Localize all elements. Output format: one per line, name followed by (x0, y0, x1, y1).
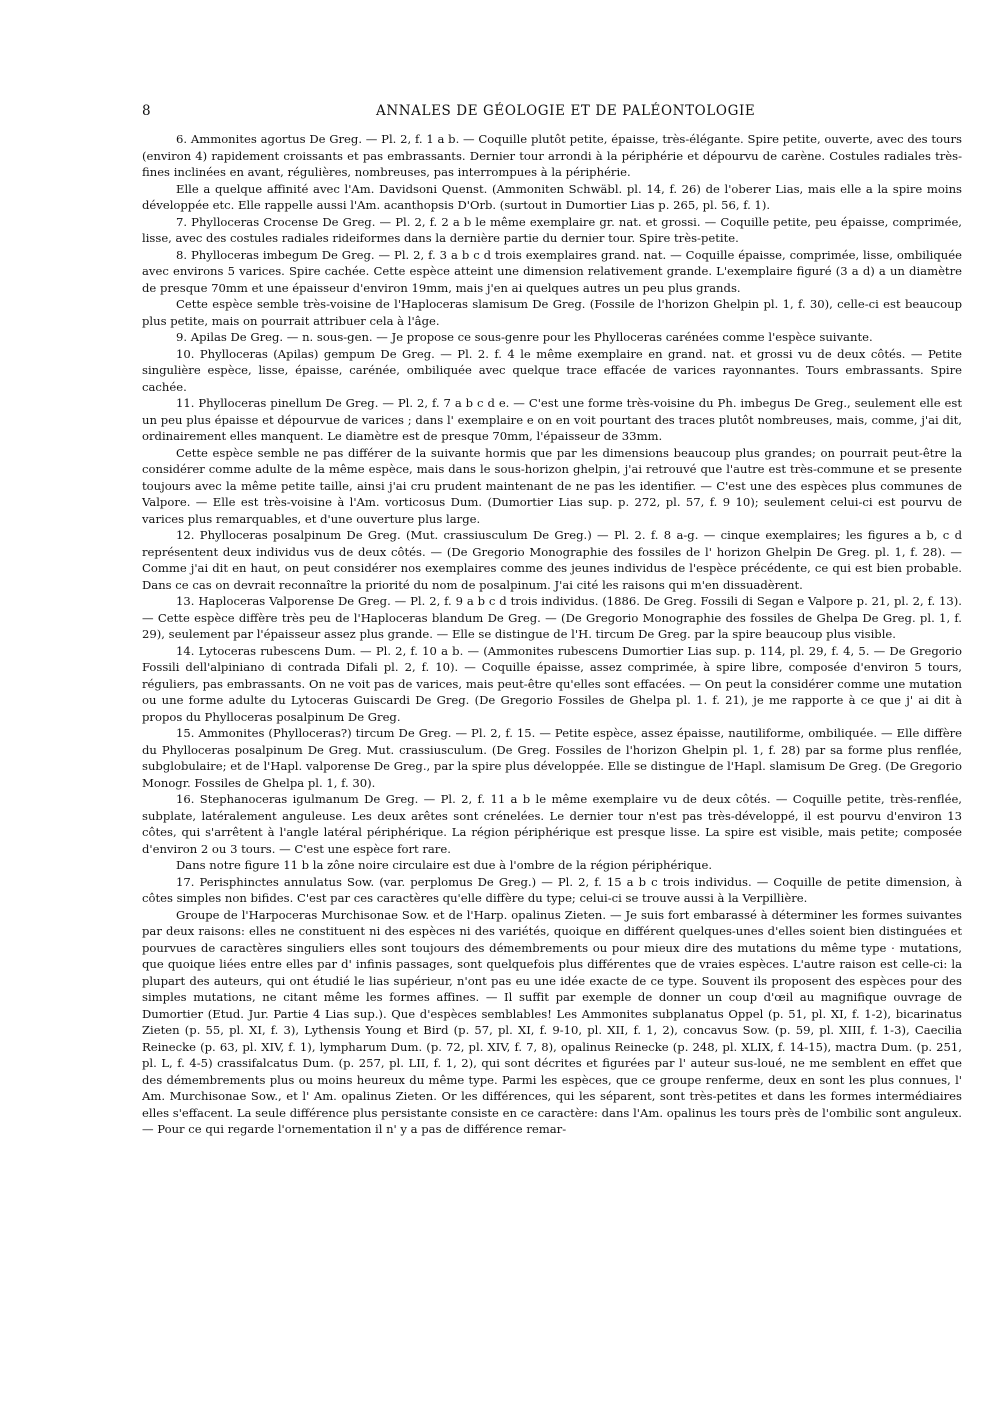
page-number: 8 (142, 103, 152, 119)
paragraph-species-6: 6. Ammonites agortus De Greg. — Pl. 2, f. 1 a b. — Coquille plutôt petite, épaisse, très-élégante. Spire petite, ouverte, avec des tours (environ 4) rapidement croissants et pas embrassants. Dernier tour arrondi à la périphérie et dépourvu de carène. Costules radiales très-fines inclinées en avant, régulières, nombreuses, pas interrompues à la périphérie. (142, 132, 962, 179)
paragraph-species-16-note: Dans notre figure 11 b la zône noire circulaire est due à l'ombre de la région périphérique. (176, 858, 713, 872)
paragraph-species-11: 11. Phylloceras pinellum De Greg. — Pl. 2, f. 7 a b c d e. — C'est une forme très-voisine du Ph. imbegus De Greg., seulement elle est un peu plus épaisse et dépourvue de varices ; dans l' exemplaire e on en voit pourtant des traces plutôt nombreuses, mais, comme, j'ai dit, ordinairement elles manquent. Le diamètre est de presque 70mm, l'épaisseur de 33mm. (142, 396, 962, 443)
paragraph-species-15: 15. Ammonites (Phylloceras?) tircum De Greg. — Pl. 2, f. 15. — Petite espèce, assez épaisse, nautiliforme, ombiliquée. — Elle diffère du Phylloceras posalpinum De Greg. Mut. crassiusculum. (De Greg. Fossiles de l'horizon Ghelpin pl. 1, f. 28) par sa forme plus renflée, subglobulaire; et de l'Hapl. valporense De Greg., par la spire plus développée. Elle se distingue de l'Hapl. slamisum De Greg. (De Gregorio Monogr. Fossiles de Ghelpa pl. 1, f. 30). (142, 726, 962, 790)
paragraph-species-12: 12. Phylloceras posalpinum De Greg. (Mut. crassiusculum De Greg.) — Pl. 2. f. 8 a-g. — cinque exemplaires; les figures a b, c d représentent deux individus vus de deux côtés. — (De Gregorio Monographie des fossiles de l' horizon Ghelpin De Greg. pl. 1, f. 28). — Comme j'ai dit en haut, on peut considérer nos exemplaires comme des jeunes individus de l'espèce précédente, ce qui est bien probable. Dans ce cas on devrait reconnaître la priorité du nom de posalpinum. J'ai cité les raisons qui m'en dissuadèrent. (142, 528, 962, 592)
paragraph-species-7: 7. Phylloceras Crocense De Greg. — Pl. 2, f. 2 a b le même exemplaire gr. nat. et grossi. — Coquille petite, peu épaisse, comprimée, lisse, avec des costules radiales rideiformes dans la dernière partie du dernier tour. Spire très-petite. (142, 214, 962, 245)
paragraph-species-17: 17. Perisphinctes annulatus Sow. (var. perplomus De Greg.) — Pl. 2, f. 15 a b c trois individus. — Coquille de petite dimension, à côtes simples non bifides. C'est par ces caractères qu'elle diffère du type; celui-ci se trouve aussi à la Verpillière. (142, 874, 962, 905)
paragraph-species-6-note: Elle a quelque affinité avec l'Am. Davidsoni Quenst. (Ammoniten Schwäbl. pl. 14, f. 26) de l'oberer Lias, mais elle a la spire moins développée etc. Elle rappelle aussi l'Am. acanthopsis D'Orb. (surtout in Dumortier Lias p. 265, pl. 56, f. 1). (142, 181, 962, 212)
body-text (142, 131, 962, 1138)
paragraph-harpoceras-group: Groupe de l'Harpoceras Murchisonae Sow. et de l'Harp. opalinus Zieten. — Je suis fort embarassé à déterminer les formes suivantes par deux raisons: elles ne constituent ni des espèces ni des variétés, quoique en différent quelques-unes d'elles soient bien distinguées et pourvues de caractères singuliers elles sont toujours des démembrements ou pour mieux dire des mutations du même type · mutations, que quoique liées entre elles par d' infinis passages, sont quelquefois plus différentes que de vraies espèces. L'autre raison est celle-ci: la plupart des auteurs, qui ont étudié le lias supérieur, n'ont pas eu une idée exacte de ce type. Souvent ils proposent des espèces pour des simples mutations, ne citant même les formes affines. — Il suffit par exemple de donner un coup d'œil au magnifique ouvrage de Dumortier (Etud. Jur. Partie 4 Lias sup.). Que d'espèces semblables! Les Ammonites subplanatus Oppel (p. 51, pl. XI, f. 1-2), bicarinatus Zieten (p. 55, pl. XI, f. 3), Lythensis Young et Bird (p. 57, pl. XI, f. 9-10, pl. XII, f. 1, 2), concavus Sow. (p. 59, pl. XIII, f. 1-3), Caecilia Reinecke (p. 63, pl. XIV, f. 1), lympharum Dum. (p. 72, pl. XIV, f. 7, 8), opalinus Reinecke (p. 248, pl. XLIX, f. 14-15), mactra Dum. (p. 251, pl. L, f. 4-5) crassifalcatus Dum. (p. 257, pl. LII, f. 1, 2), qui sont décrites et figurées par l' auteur sus-loué, ne me semblent en effet que des démembrements plus ou moins heureux du même type. Parmi les espèces, que ce groupe renferme, deux en sont les plus connues, l' Am. Murchisonae Sow., et l' Am. opalinus Zieten. Or les différences, qui les séparent, sont très-petites et dans les formes intermédiaires elles s'effacent. La seule différence plus persistante consiste en ce caractère: dans l'Am. opalinus les tours près de l'ombilic sont anguleux. — Pour ce qui regarde l'ornementation il n' y a pas de différence remar- (142, 907, 962, 1136)
running-header (142, 103, 962, 131)
paragraph-species-8: 8. Phylloceras imbegum De Greg. — Pl. 2, f. 3 a b c d trois exemplaires grand. nat. — Coquille épaisse, comprimée, lisse, ombiliquée avec environs 5 varices. Spire cachée. Cette espèce atteint une dimension relativement grande. L'exemplaire figuré (3 a d) a un diamètre de presque 70mm et une épaisseur d'environ 19mm, mais j'en ai quelques autres un peu plus grands. (142, 247, 962, 295)
paragraph-species-8-note: Cette espèce semble très-voisine de l'Haploceras slamisum De Greg. (Fossile de l'horizon Ghelpin pl. 1, f. 30), celle-ci est beaucoup plus petite, mais on pourrait attribuer cela à l'âge. (142, 297, 962, 328)
paragraph-species-16: 16. Stephanoceras igulmanum De Greg. — Pl. 2, f. 11 a b le même exemplaire vu de deux côtés. — Coquille petite, très-renflée, subplate, latéralement anguleuse. Les deux arêtes sont crénelées. Le dernier tour n'est pas très-développé, il est pourvu d'environ 13 côtes, qui s'arrêtent à l'angle latéral périphérique. La région périphérique est presque lisse. La spire est visible, mais petite; composée d'environ 2 ou 3 tours. — C'est une espèce fort rare. (142, 792, 962, 856)
paragraph-species-13: 13. Haploceras Valporense De Greg. — Pl. 2, f. 9 a b c d trois individus. (1886. De Greg. Fossili di Segan e Valpore p. 21, pl. 2, f. 13). — Cette espèce diffère très peu de l'Haploceras blandum De Greg. — (De Gregorio Monographie des fossiles de Ghelpa De Greg. pl. 1, f. 29), seulement par l'épaisseur assez plus grande. — Elle se distingue de l'H. tircum De Greg. par la spire beaucoup plus visible. (142, 594, 962, 641)
paragraph-species-9: 9. Apilas De Greg. — n. sous-gen. — Je propose ce sous-genre pour les Phylloceras carénées comme l'espèce suivante. (176, 330, 873, 344)
paragraph-species-14: 14. Lytoceras rubescens Dum. — Pl. 2, f. 10 a b. — (Ammonites rubescens Dumortier Lias sup. p. 114, pl. 29, f. 4, 5. — De Gregorio Fossili dell'alpiniano di contrada Difali pl. 2, f. 10). — Coquille épaisse, assez comprimée, à spire libre, composée d'environ 5 tours, réguliers, pas embrassants. On ne voit pas de varices, mais peut-être qu'elles sont effacées. — On peut la considérer comme une mutation ou une forme adulte du Lytoceras Guiscardi De Greg. (De Gregorio Fossiles de Ghelpa pl. 1. f. 21), je me rapporte à ce que j' ai dit à propos du Phylloceras posalpinum De Greg. (142, 643, 962, 724)
paragraph-species-10: 10. Phylloceras (Apilas) gempum De Greg. — Pl. 2. f. 4 le même exemplaire en grand. nat. et grossi vu de deux côtés. — Petite singulière espèce, lisse, épaisse, carénée, ombiliquée avec quelque trace effacée de varices rayonnantes. Tours embrassants. Spire cachée. (142, 346, 962, 394)
running-title: ANNALES DE GÉOLOGIE ET DE PALÉONTOLOGIE (376, 103, 756, 119)
paragraph-species-11-note: Cette espèce semble ne pas différer de la suivante hormis que par les dimensions beaucoup plus grandes; on pourrait peut-être la considérer comme adulte de la même espèce, mais dans le sous-horizon ghelpin, j'ai retrouvé que l'autre est très-commune et se presente toujours avec la même petite taille, ainsi j'ai cru prudent maintenant de ne pas les identifier. — C'est une des espèces plus communes de Valpore. — Elle est très-voisine à l'Am. vorticosus Dum. (Dumortier Lias sup. p. 272, pl. 57, f. 9 10); seulement celui-ci est pourvu de varices plus remarquables, et d'une ouverture plus large. (142, 445, 962, 526)
